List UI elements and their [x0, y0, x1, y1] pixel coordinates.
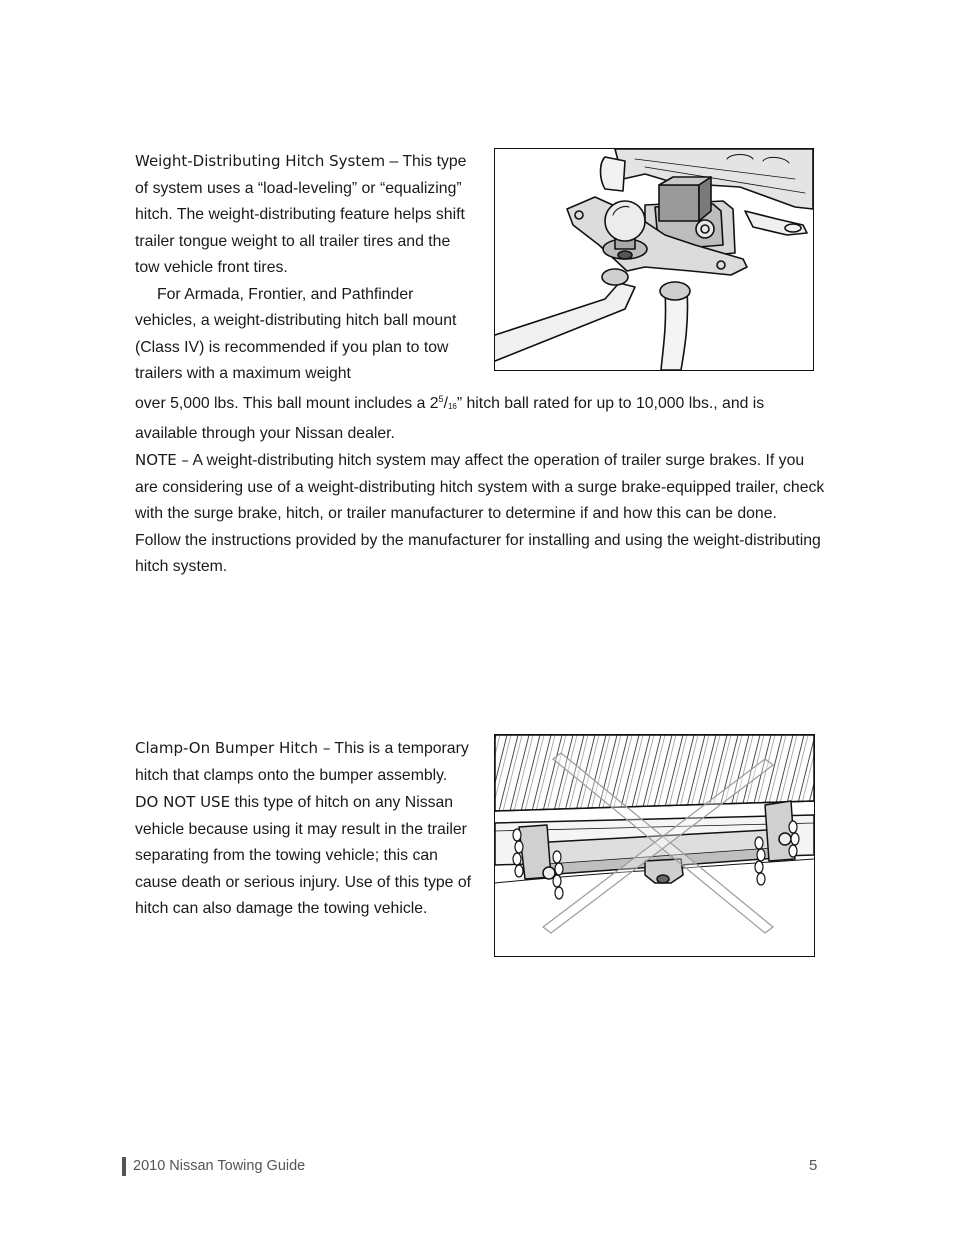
weight-distributing-para2: For Armada, Frontier, and Pathfinder vehicles, a weight-distributing hitch ball mount (Class IV) is recommended if you plan to tow trailers with a maximum weight [135, 285, 457, 382]
weight-distributing-hitch-illustration [494, 148, 814, 371]
clamp-on-paragraph: Clamp-On Bumper Hitch – This is a temporary hitch that clamps onto the bumper assembly. DO NOT USE this type of hitch on any Nissan vehicle because using it may result in the trailer separating from the towing vehicle; this can cause death or serious injury. Use of this type of hitch can also damage the towing vehicle. [135, 739, 471, 917]
ball-mount-text: over 5,000 lbs. This ball mount includes a $2^5/_{16}$” hitch ball rated for up to 10,000 lbs., and is available through your Nissan dealer. [135, 394, 765, 442]
do-not-use-warning: DO NOT USE [135, 793, 231, 811]
bumper-hitch-drawing [495, 735, 814, 956]
weight-distributing-heading: Weight-Distributing Hitch System [135, 152, 386, 170]
fraction-denominator: 16 [447, 402, 457, 411]
weight-distributing-section [135, 148, 475, 388]
clamp-on-heading: Clamp-On Bumper Hitch – [135, 739, 331, 757]
clamp-on-bumper-section [135, 735, 475, 923]
weight-distributing-continuation [135, 386, 825, 581]
hitch-ball-mount-drawing [495, 149, 813, 370]
note-paragraph: NOTE – A weight-distributing hitch system may affect the operation of trailer surge brakes. If you are considering use of a weight-distributing hitch system with a surge brake-equipped trailer, check with the surge brake, hitch, or trailer manufacturer to determine if and how this can be done. Follow the instructions provided by the manufacturer for installing and using the weight-distributing hitch system. [135, 451, 825, 575]
weight-distributing-intro: Weight-Distributing Hitch System – This type of system uses a “load-leveling” or “equalizing” hitch. The weight-distributing feature helps shift trailer tongue weight to all trailer tires and the tow vehicle front tires. [135, 152, 467, 276]
page-number: 5 [809, 1157, 818, 1174]
note-label: NOTE – [135, 451, 189, 469]
footer-bar [122, 1157, 126, 1176]
footer-title: 2010 Nissan Towing Guide [133, 1158, 306, 1174]
fraction-numerator: 5 [438, 394, 444, 404]
clamp-on-bumper-hitch-illustration [494, 734, 815, 957]
